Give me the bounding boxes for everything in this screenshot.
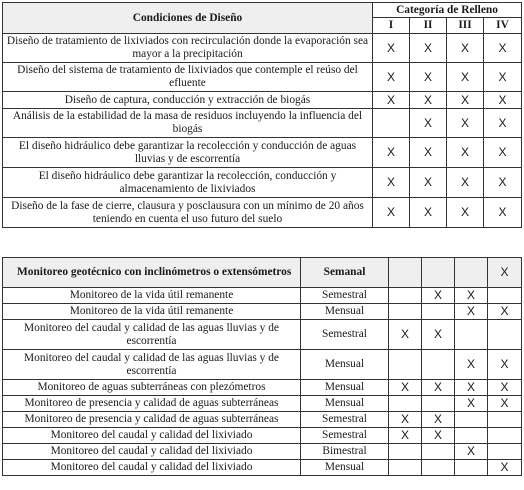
- monitoring-header-freq: Semanal: [301, 258, 389, 288]
- mark-cell: X: [410, 63, 447, 92]
- frequency: Mensual: [301, 380, 389, 396]
- mark-cell: X: [447, 168, 484, 198]
- monitoring-desc: Monitoreo del caudal y calidad de las aguas lluvias y de escorrentía: [3, 350, 301, 380]
- frequency: Mensual: [301, 396, 389, 412]
- table-row: [3, 198, 522, 228]
- mark-cell: X: [373, 198, 410, 228]
- mark-cell: X: [373, 168, 410, 198]
- monitoring-desc: Monitoreo del caudal y calidad del lixiviado: [3, 460, 301, 476]
- mark-cell: [422, 304, 455, 320]
- table-row: [3, 396, 522, 412]
- mark-cell: X: [410, 138, 447, 168]
- table-row: [3, 350, 522, 380]
- table-row: [3, 34, 522, 63]
- mark-cell: [455, 258, 488, 288]
- condition-desc: Diseño de tratamiento de lixiviados con recirculación donde la evaporación sea mayor a la precipitación: [3, 34, 373, 63]
- table-row: [3, 320, 522, 350]
- monitoring-table: [2, 257, 522, 476]
- mark-cell: X: [484, 63, 522, 92]
- monitoring-desc: Monitoreo de la vida útil remanente: [3, 304, 301, 320]
- mark-cell: X: [410, 168, 447, 198]
- mark-cell: [455, 460, 488, 476]
- frequency: Semestral: [301, 412, 389, 428]
- condition-desc: Análisis de la estabilidad de la masa de residuos incluyendo la influencia del biogás: [3, 109, 373, 138]
- mark-cell: X: [410, 198, 447, 228]
- mark-cell: X: [447, 63, 484, 92]
- mark-cell: X: [373, 138, 410, 168]
- condition-desc: Diseño de captura, conducción y extracción de biogás: [3, 92, 373, 109]
- monitoring-desc: Monitoreo del caudal y calidad de las aguas lluvias y de escorrentía: [3, 320, 301, 350]
- mark-cell: X: [422, 288, 455, 304]
- mark-cell: X: [455, 444, 488, 460]
- header-category: Categoría de Relleno: [373, 3, 522, 18]
- mark-cell: [488, 444, 522, 460]
- category-II: II: [410, 18, 447, 34]
- mark-cell: [455, 412, 488, 428]
- mark-cell: X: [410, 34, 447, 63]
- mark-cell: X: [484, 138, 522, 168]
- mark-cell: X: [389, 412, 422, 428]
- mark-cell: X: [389, 380, 422, 396]
- mark-cell: X: [455, 350, 488, 380]
- mark-cell: X: [484, 198, 522, 228]
- table-row: [3, 304, 522, 320]
- header-conditions: Condiciones de Diseño: [3, 3, 373, 34]
- table-row: [3, 460, 522, 476]
- mark-cell: [422, 258, 455, 288]
- condition-desc: El diseño hidráulico debe garantizar la recolección y conducción de aguas lluvias y de escorrentía: [3, 138, 373, 168]
- mark-cell: X: [488, 396, 522, 412]
- mark-cell: [373, 109, 410, 138]
- mark-cell: [422, 444, 455, 460]
- mark-cell: [488, 288, 522, 304]
- frequency: Mensual: [301, 304, 389, 320]
- condition-desc: Diseño del sistema de tratamiento de lixiviados que contemple el reúso del efluente: [3, 63, 373, 92]
- mark-cell: [422, 350, 455, 380]
- monitoring-desc: Monitoreo de presencia y calidad de aguas subterráneas: [3, 412, 301, 428]
- mark-cell: [488, 320, 522, 350]
- mark-cell: X: [488, 258, 522, 288]
- mark-cell: X: [422, 412, 455, 428]
- mark-cell: [455, 428, 488, 444]
- frequency: Semestral: [301, 428, 389, 444]
- mark-cell: X: [455, 380, 488, 396]
- mark-cell: X: [410, 109, 447, 138]
- mark-cell: X: [447, 198, 484, 228]
- mark-cell: X: [455, 288, 488, 304]
- table-row: [3, 168, 522, 198]
- monitoring-desc: Monitoreo de la vida útil remanente: [3, 288, 301, 304]
- mark-cell: [488, 428, 522, 444]
- mark-cell: X: [422, 380, 455, 396]
- category-III: III: [447, 18, 484, 34]
- monitoring-desc: Monitoreo de presencia y calidad de aguas subterráneas: [3, 396, 301, 412]
- mark-cell: X: [455, 304, 488, 320]
- mark-cell: X: [373, 63, 410, 92]
- mark-cell: X: [484, 92, 522, 109]
- table-row: [3, 412, 522, 428]
- category-I: I: [373, 18, 410, 34]
- mark-cell: X: [447, 92, 484, 109]
- mark-cell: [389, 444, 422, 460]
- mark-cell: X: [373, 34, 410, 63]
- mark-cell: X: [484, 34, 522, 63]
- mark-cell: X: [422, 320, 455, 350]
- mark-cell: X: [373, 92, 410, 109]
- table-row: [3, 92, 522, 109]
- monitoring-desc: Monitoreo del caudal y calidad del lixiviado: [3, 444, 301, 460]
- mark-cell: X: [484, 109, 522, 138]
- mark-cell: [422, 396, 455, 412]
- table-row: [3, 380, 522, 396]
- mark-cell: [389, 304, 422, 320]
- frequency: Mensual: [301, 350, 389, 380]
- frequency: Semestral: [301, 288, 389, 304]
- mark-cell: X: [389, 320, 422, 350]
- mark-cell: X: [422, 428, 455, 444]
- table-row: [3, 428, 522, 444]
- frequency: Semestral: [301, 320, 389, 350]
- mark-cell: X: [389, 428, 422, 444]
- mark-cell: X: [488, 380, 522, 396]
- mark-cell: [455, 320, 488, 350]
- table-row: [3, 444, 522, 460]
- mark-cell: X: [455, 396, 488, 412]
- mark-cell: X: [488, 350, 522, 380]
- mark-cell: X: [447, 34, 484, 63]
- monitoring-desc: Monitoreo de aguas subterráneas con plezómetros: [3, 380, 301, 396]
- table-row: [3, 109, 522, 138]
- monitoring-desc: Monitoreo del caudal y calidad del lixiviado: [3, 428, 301, 444]
- table-row: [3, 63, 522, 92]
- frequency: Mensual: [301, 460, 389, 476]
- mark-cell: X: [410, 92, 447, 109]
- mark-cell: [389, 288, 422, 304]
- table-row: [3, 258, 522, 288]
- mark-cell: [422, 460, 455, 476]
- mark-cell: X: [488, 304, 522, 320]
- table-row: [3, 138, 522, 168]
- mark-cell: [389, 396, 422, 412]
- category-IV: IV: [484, 18, 522, 34]
- table-row: [3, 288, 522, 304]
- monitoring-header-desc: Monitoreo geotécnico con inclinómetros o extensómetros: [3, 258, 301, 288]
- mark-cell: [389, 350, 422, 380]
- mark-cell: [389, 460, 422, 476]
- mark-cell: X: [488, 460, 522, 476]
- mark-cell: X: [447, 109, 484, 138]
- frequency: Bimestral: [301, 444, 389, 460]
- condition-desc: Diseño de la fase de cierre, clausura y posclausura con un mínimo de 20 años teniendo en cuenta el uso futuro del suelo: [3, 198, 373, 228]
- mark-cell: [488, 412, 522, 428]
- mark-cell: X: [484, 168, 522, 198]
- design-conditions-table: [2, 2, 522, 228]
- mark-cell: [389, 258, 422, 288]
- condition-desc: El diseño hidráulico debe garantizar la recolección, conducción y almacenamiento de lixiviados: [3, 168, 373, 198]
- mark-cell: X: [447, 138, 484, 168]
